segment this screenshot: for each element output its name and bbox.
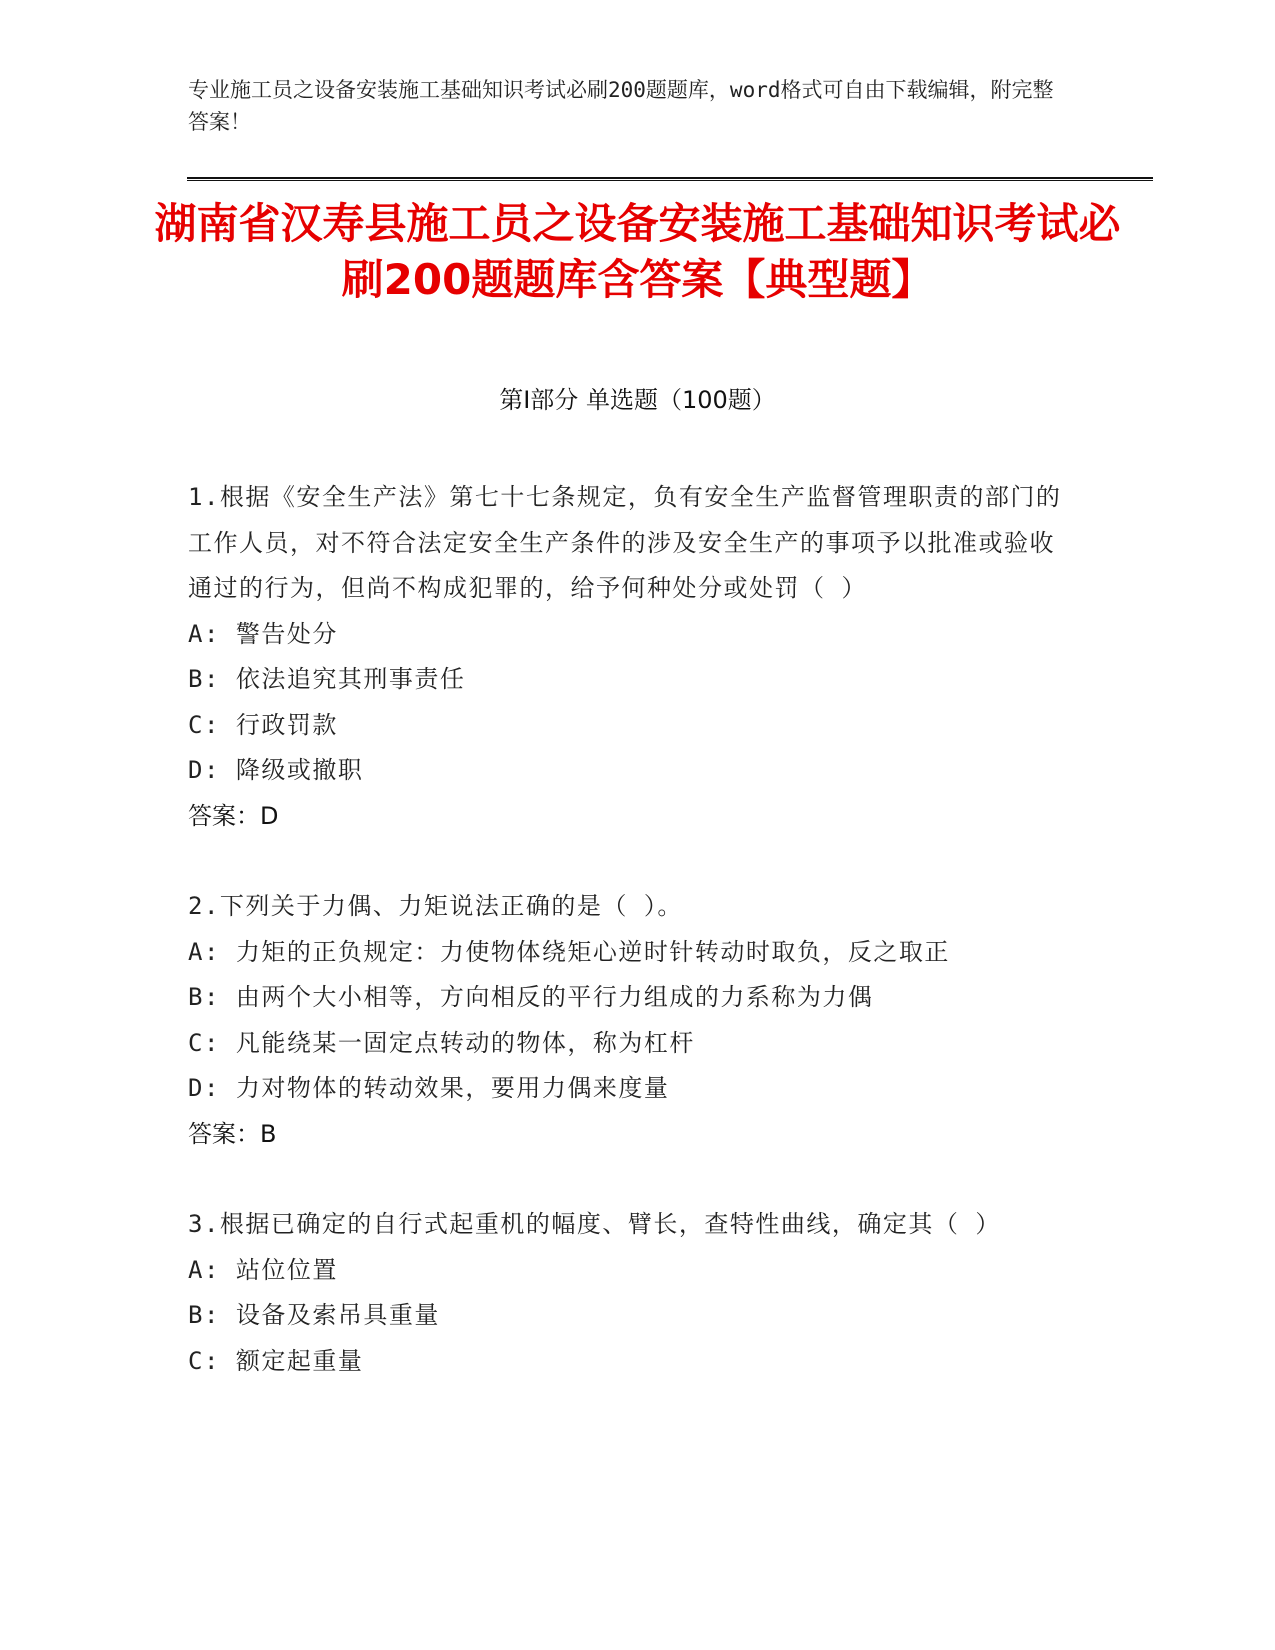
option-d: D: 降级或撤职 xyxy=(188,756,364,784)
option-d: D: 力对物体的转动效果，要用力偶来度量 xyxy=(188,1074,670,1102)
header-divider xyxy=(187,177,1153,181)
question-stem: 2.下列关于力偶、力矩说法正确的是（ ）。 xyxy=(188,892,683,920)
header-note: 专业施工员之设备安装施工基础知识考试必刷200题题库，word格式可自由下载编辑，附完整答案！ xyxy=(188,78,1054,134)
document-title: 湖南省汉寿县施工员之设备安装施工基础知识考试必刷200题题库含答案【典型题】 xyxy=(154,199,1121,304)
option-a: A: 警告处分 xyxy=(188,619,338,648)
question-stem: 1.根据《安全生产法》第七十七条规定，负有安全生产监督管理职责的部门的工作人员，对不符合法定安全生产条件的涉及安全生产的事项予以批准或验收通过的行为，但尚不构成犯罪的，给予何种处分或处罚（ ） xyxy=(188,483,1062,602)
option-c: C: 行政罚款 xyxy=(188,710,338,739)
question-3 xyxy=(188,1202,1068,1384)
question-gap xyxy=(188,839,1068,884)
question-2 xyxy=(188,884,1068,1157)
answer: 答案：B xyxy=(188,1119,277,1148)
question-stem: 3.根据已确定的自行式起重机的幅度、臂长，查特性曲线，确定其（ ） xyxy=(188,1210,1001,1238)
option-a: A: 力矩的正负规定：力使物体绕矩心逆时针转动时取负，反之取正 xyxy=(188,937,950,966)
option-a: A: 站位位置 xyxy=(188,1255,338,1284)
option-c: C: 额定起重量 xyxy=(188,1346,364,1375)
option-b: B: 由两个大小相等，方向相反的平行力组成的力系称为力偶 xyxy=(188,983,874,1011)
answer: 答案：D xyxy=(188,801,279,830)
option-b: B: 依法追究其刑事责任 xyxy=(188,665,466,693)
question-gap xyxy=(188,1157,1068,1202)
option-b: B: 设备及索吊具重量 xyxy=(188,1301,440,1329)
section-title: 第Ⅰ部分 单选题（100题） xyxy=(499,386,776,414)
question-1 xyxy=(188,475,1068,839)
option-c: C: 凡能绕某一固定点转动的物体，称为杠杆 xyxy=(188,1028,695,1057)
question-list xyxy=(188,475,1068,1384)
